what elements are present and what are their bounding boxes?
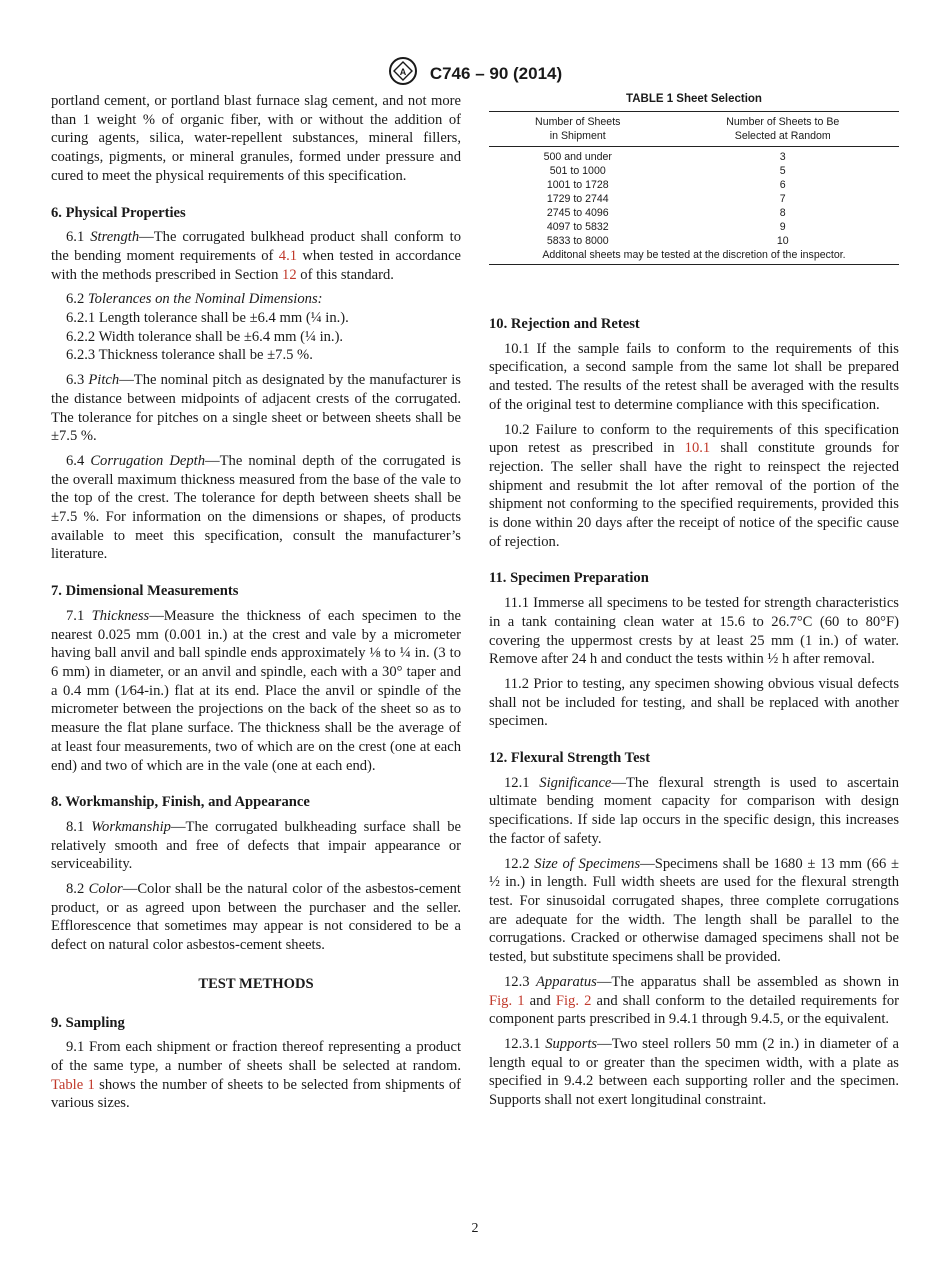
- section-8-heading: 8. Workmanship, Finish, and Appearance: [51, 794, 310, 811]
- section-12-heading: 12. Flexural Strength Test: [489, 750, 651, 767]
- intro-paragraph: portland cement, or portland blast furnace slag cement, and not more than 1 weight % of organic fiber, with or without the addition of curing agents, silica, water-repellent substances, mineral fillers, coatings, pigments, or mineral granules, formed under pressure and cured to meet the physical requirements of this specification.: [51, 93, 461, 184]
- test-methods-heading: TEST METHODS: [198, 975, 314, 992]
- svg-text:A: A: [399, 67, 407, 77]
- link-10-1[interactable]: 10.1: [684, 440, 711, 457]
- para-10-1: 10.1 If the sample fails to conform to the requirements of this specification, a second sample from the same lot shall be prepared and tested. The results of the retest shall be averaged with the results of the original test to determine compliance with this specification.: [489, 340, 899, 413]
- para-6-1: 6.1 Strength—The corrugated bulkhead product shall conform to the bending moment requirements of 4.1 when tested in accordance with the methods prescribed in Section 12 of this standard.: [51, 229, 462, 283]
- page-number: 2: [471, 1221, 479, 1236]
- para-7-1: 7.1 Thickness—Measure the thickness of each specimen to the nearest 0.025 mm (0.001 in.) at the crest and vale by a micrometer having ball anvil and ball spindle ends approximately ⅛ to ¼ in. (3 to 6 mm) in diameter, or an anvil and spindle, each with a 30° taper and a 0.4 mm (1⁄64-in.) flat at its end. Place the anvil or spindle of the micrometer between the projections on the back of the sheet so as to measure the flat plane surface. The thickness shall be the average of at least four measurements, two of which are on the crest (one at each end) and two of which are in the vale (one at each end).: [51, 607, 461, 774]
- link-fig-2[interactable]: Fig. 2: [555, 992, 592, 1009]
- table-row: 4097 to 5832 9: [546, 221, 786, 233]
- table-1-note: Additonal sheets may be tested at the discretion of the inspector.: [489, 248, 899, 265]
- link-table-1[interactable]: Table 1: [51, 1076, 95, 1093]
- right-column: [489, 92, 899, 1116]
- para-8-1: 8.1 Workmanship—The corrugated bulkheading surface shall be relatively smooth and free of defects that impair appearance or serviceability.: [51, 818, 461, 873]
- section-6-heading: 6. Physical Properties: [51, 204, 186, 221]
- para-6-4: 6.4 Corrugation Depth—The nominal depth of the corrugated is the overall maximum thickness measured from the base of the vale to the top of the crest. The tolerance for depth between sheets shall be ±7.5 %. For information on the dimensions or shapes, of products available to meet this specification, consult the manufacturer’s literature.: [51, 452, 461, 563]
- link-section-12[interactable]: 12: [282, 266, 297, 283]
- para-12-3-1: 12.3.1 Supports—Two steel rollers 50 mm (2 in.) in diameter of a length equal to or greater than the specimen width, with a plate as specified in 9.4.2 between each supporting roller and the specimen. Supports shall not exert longitudinal constraint.: [489, 1035, 899, 1109]
- para-6-3: 6.3 Pitch—The nominal pitch as designated by the manufacturer is the distance between midpoints of adjacent crests of the corrugated. The tolerance for pitches on a single sheet or between sheets shall be ±7.5 %.: [51, 372, 461, 445]
- table-row: 2745 to 4096 8: [546, 207, 786, 219]
- para-11-2: 11.2 Prior to testing, any specimen showing obvious visual defects shall not be included for testing, and shall be replaced with another specimen.: [489, 675, 899, 730]
- table-row: 500 and under 3: [543, 151, 786, 163]
- para-11-1: 11.1 Immerse all specimens to be tested for strength characteristics in a tank containing clean water at 15.6 to 26.7°C (60 to 80°F) covering the uppermost crests by at least 25 mm (1 in.) of water. Remove after 24 h and conduct the tests within ½ h after removal.: [489, 595, 899, 668]
- para-12-2: 12.2 Size of Specimens—Specimens shall be 1680 ± 13 mm (66 ± ½ in.) in length. Full width sheets are used for the flexural strength test. For sinusoidal corrugated shapes, three complete corrugations are adequate for the width. The length shall be parallel to the corrugations. Cracked or otherwise damaged specimens shall not be tested, but substitute specimens shall be provided.: [489, 855, 899, 966]
- para-8-2: 8.2 Color—Color shall be the natural color of the asbestos-cement product, or as agreed upon between the purchaser and the seller. Efflorescence that sometimes may appear is not considered to be a defect on natural color asbestos-cement sheets.: [51, 881, 461, 954]
- astm-logo-icon: [388, 56, 418, 91]
- table-1-col-1-header: Number of Sheets in Shipment: [489, 112, 667, 147]
- link-4-1[interactable]: 4.1: [278, 247, 298, 264]
- table-1: [489, 92, 899, 265]
- para-12-3: 12.3 Apparatus—The apparatus shall be assembled as shown in Fig. 1 and Fig. 2 and shall conform to the detailed requirements for component parts prescribed in 9.4.1 through 9.4.5, or the equivalent.: [489, 973, 900, 1028]
- table-1-col-2-header: Number of Sheets to Be Selected at Random: [667, 112, 900, 147]
- left-column: [51, 92, 461, 1119]
- table-row: 1729 to 2744 7: [546, 193, 786, 205]
- table-row: 5833 to 8000 10: [546, 235, 789, 247]
- para-6-2: 6.2 Tolerances on the Nominal Dimensions:: [66, 291, 323, 308]
- para-10-2: 10.2 Failure to conform to the requirements of this specification upon retest as prescribed in 10.1 shall constitute grounds for rejection. The seller shall have the right to reinspect the rejected shipment and resubmit the lot after removal of the portion of the shipment not conforming to the specified requirements, provided this is done within 20 days after the receipt of notice of the specific cause of rejection.: [489, 421, 900, 550]
- table-1-caption: TABLE 1 Sheet Selection: [626, 93, 762, 105]
- section-7-heading: 7. Dimensional Measurements: [51, 583, 239, 600]
- para-6-2-2: 6.2.2 Width tolerance shall be ±6.4 mm (¼ in.).: [66, 328, 344, 345]
- page-header: [0, 56, 950, 91]
- para-6-2-3: 6.2.3 Thickness tolerance shall be ±7.5 %.: [66, 347, 313, 364]
- link-fig-1[interactable]: Fig. 1: [489, 992, 525, 1009]
- table-row: 1001 to 1728 6: [546, 179, 786, 191]
- section-9-heading: 9. Sampling: [51, 1014, 125, 1031]
- section-11-heading: 11. Specimen Preparation: [489, 570, 649, 587]
- designation: C746 – 90 (2014): [429, 63, 563, 83]
- table-row: 501 to 1000 5: [549, 165, 786, 177]
- para-6-2-1: 6.2.1 Length tolerance shall be ±6.4 mm (¼ in.).: [66, 310, 349, 327]
- para-12-1: 12.1 Significance—The flexural strength is used to ascertain ultimate bending moment capacity for comparison with design specifications. If side lap occurs in the specific design, this increases the factor of safety.: [489, 774, 899, 847]
- para-9-1: 9.1 From each shipment or fraction thereof representing a product of the same type, a number of sheets shall be selected at random. Table 1 shows the number of sheets to be selected from shipments of various sizes.: [51, 1039, 461, 1112]
- section-10-heading: 10. Rejection and Retest: [489, 316, 640, 332]
